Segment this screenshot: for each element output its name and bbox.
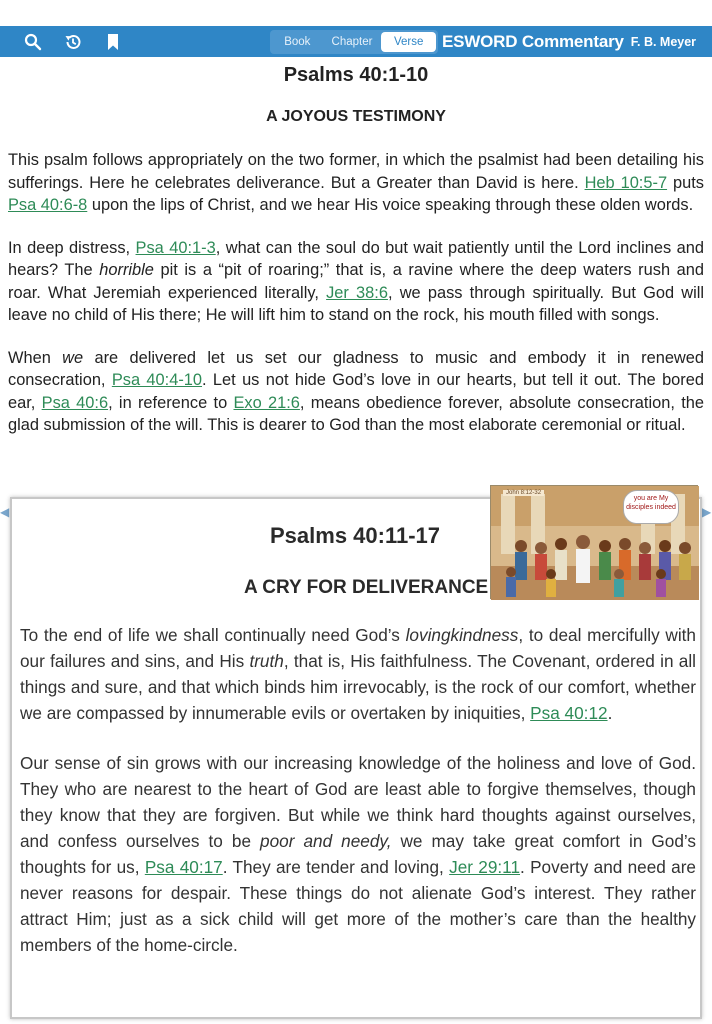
scripture-link[interactable]: Jer 38:6: [326, 283, 388, 302]
paragraph: [20, 622, 696, 726]
speech-bubble: you are My disciples indeed: [623, 490, 679, 524]
text-run: . They are tender and loving,: [222, 857, 450, 877]
toolbar: [0, 26, 712, 57]
emphasis-text: we: [62, 348, 84, 367]
paragraph: [8, 237, 704, 327]
scripture-link[interactable]: Jer 29:11: [449, 857, 521, 877]
segment-book[interactable]: Book: [284, 36, 311, 48]
text-run: pit is a “pit of roaring;” that is, a ravine where the deep waters rush and roar. What Jeremiah experienced literally,: [8, 261, 705, 302]
bookmark-icon[interactable]: [102, 31, 124, 53]
paragraph: [20, 750, 696, 958]
text-run: , in reference to: [108, 393, 234, 412]
right-edge-handle-icon[interactable]: ▶: [702, 505, 712, 519]
preview-body: [20, 622, 696, 958]
illustration-image: [490, 485, 698, 599]
text-run: When: [8, 348, 63, 367]
scripture-link[interactable]: Psa 40:12: [530, 703, 608, 723]
text-run: , means obedience forever, absolute consecration, the glad submission of the will. This is dearer to God than the most elaborate ceremonial or ritual.: [8, 393, 704, 434]
scripture-link[interactable]: Psa 40:4-10: [111, 371, 203, 389]
next-passage-preview-panel[interactable]: [10, 490, 702, 1019]
segment-verse[interactable]: Verse: [381, 32, 436, 52]
history-icon[interactable]: [62, 31, 84, 53]
text-run: are delivered let us set our gladness to music and embody it in renewed consecration,: [8, 348, 704, 389]
emphasis-text: lovingkindness: [405, 625, 519, 645]
left-edge-handle-icon[interactable]: ◀: [0, 505, 10, 519]
emphasis-text: poor and needy,: [260, 831, 392, 851]
segment-chapter[interactable]: Chapter: [331, 36, 373, 48]
emphasis-text: truth: [249, 651, 284, 671]
text-run: we may take great comfort in God’s thoughts for us,: [20, 831, 696, 877]
commentary-content: [8, 57, 704, 437]
scripture-link[interactable]: Exo 21:6: [233, 393, 300, 412]
scripture-link[interactable]: Psa 40:6: [41, 393, 109, 412]
scripture-link[interactable]: Heb 10:5-7: [584, 173, 668, 192]
text-run: , what can the soul do but wait patiently until the Lord inclines and hears? The: [8, 238, 704, 279]
image-caption-tag: John 8:12-32: [503, 490, 544, 496]
view-mode-segmented-control: [270, 30, 438, 54]
section-heading: A JOYOUS TESTIMONY: [266, 108, 446, 125]
scripture-link[interactable]: Psa 40:1-3: [135, 238, 216, 257]
text-run: To the end of life we shall continually need God’s: [20, 625, 406, 645]
paragraph: [8, 149, 704, 217]
paragraph: [8, 347, 704, 437]
text-run: , we pass through spiritually. But God will leave no child of His there; He will lift him to stand on the rock, his mouth filled with songs.: [8, 283, 705, 324]
emphasis-text: horrible: [99, 261, 154, 279]
text-run: puts: [667, 173, 704, 192]
text-run: Our sense of sin grows with our increasing knowledge of the holiness and love of God. They who are nearest to the heart of God are least able to forgive themselves, though they know that they are forgiven. But while we think hard thoughts against ourselves, and confess ourselves to be: [20, 753, 696, 851]
preview-title: Psalms 40:11-17: [270, 523, 441, 548]
app-title-group: [442, 26, 696, 57]
text-run: , that is, His faithfulness. The Covenant, ordered in all things and sure, and that which binds him irrevocably, is the rock of our comfort, whether we are compassed by innumerable evils or overtaken by iniquities,: [20, 651, 696, 723]
text-run: . Let us not hide God’s love in our hearts, but tell it out. The bored ear,: [8, 371, 704, 412]
scripture-link[interactable]: Psa 40:17: [144, 857, 223, 877]
text-run: This psalm follows appropriately on the two former, in which the psalmist had been detailing his sufferings. Here he celebrates deliverance. But a Greater than David is here.: [8, 151, 704, 192]
text-run: In deep distress,: [8, 238, 136, 257]
search-icon[interactable]: [22, 31, 44, 53]
text-run: . Poverty and need are never reasons for despair. These things do not alienate God’s interest. They rather attract Him; just as a sick child will get more of the mother’s care than the healthy members of the home-circle.: [20, 857, 696, 955]
app-title: ESWORD Commentary: [442, 31, 624, 51]
page-title: Psalms 40:1-10: [283, 64, 429, 86]
preview-heading: A CRY FOR DELIVERANCE: [244, 577, 489, 598]
text-run: .: [607, 703, 613, 723]
text-run: , to deal mercifully with our failures and sins, and His: [20, 625, 696, 671]
text-run: upon the lips of Christ, and we hear His voice speaking through these olden words.: [87, 196, 694, 214]
scripture-link[interactable]: Psa 40:6-8: [8, 196, 88, 214]
author-name: F. B. Meyer: [630, 34, 697, 49]
toolbar-icons: [0, 31, 124, 53]
